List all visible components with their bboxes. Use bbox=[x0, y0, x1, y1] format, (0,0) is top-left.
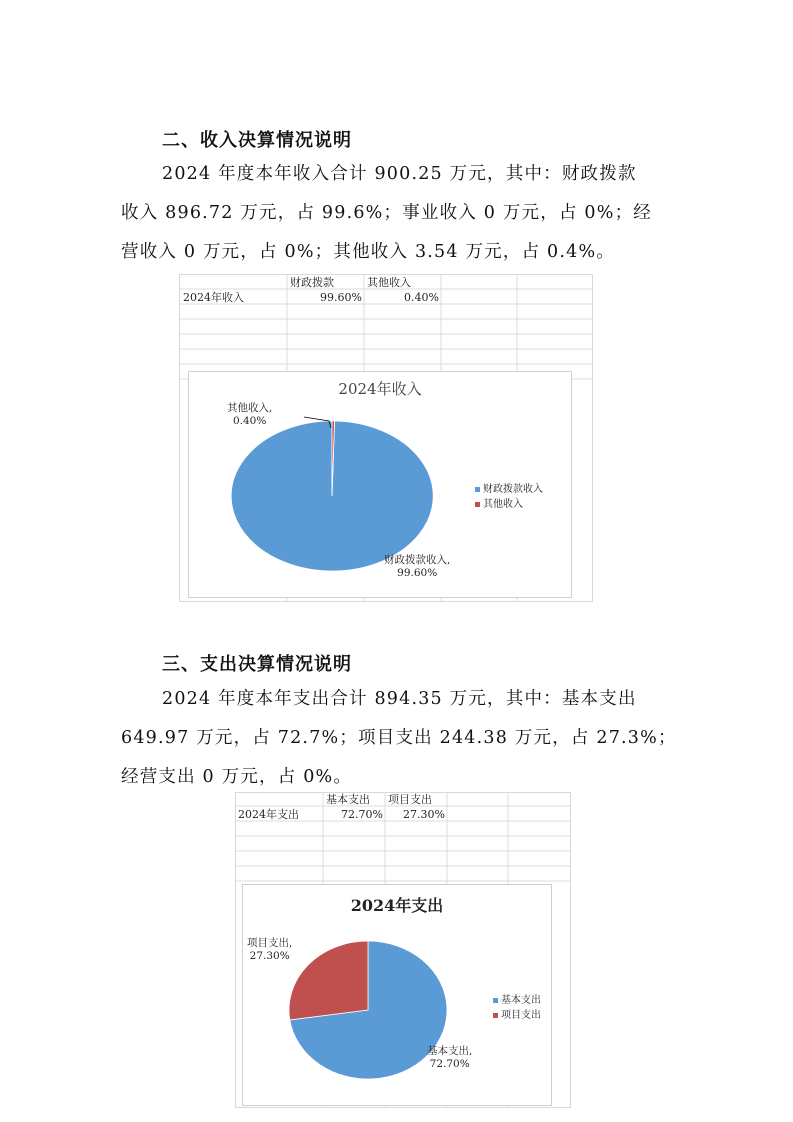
chart-legend bbox=[475, 482, 543, 512]
data-label-qita: 其他收入, 0.40% bbox=[227, 402, 273, 427]
section-heading-expense: 三、支出决算情况说明 bbox=[162, 654, 352, 675]
paragraph-line: 收入 896.72 万元，占 99.6%；事业收入 0 万元，占 0%；经 bbox=[121, 203, 652, 223]
legend-swatch bbox=[493, 1013, 498, 1018]
data-label-caizheng: 财政拨款收入, 99.60% bbox=[384, 554, 451, 579]
table-value-cell: 99.60% bbox=[320, 291, 362, 304]
paragraph-line: 2024 年度本年收入合计 900.25 万元，其中：财政拨款 bbox=[162, 164, 637, 184]
legend-swatch bbox=[475, 502, 480, 507]
legend-swatch bbox=[493, 998, 498, 1003]
income-pie-chart bbox=[188, 371, 572, 598]
legend-item: 财政拨款收入 bbox=[475, 482, 543, 497]
income-paragraph bbox=[121, 155, 673, 272]
chart-title: 2024年收入 bbox=[338, 380, 422, 398]
chart-legend bbox=[493, 993, 541, 1023]
table-value-cell: 0.40% bbox=[404, 291, 439, 304]
table-header-cell: 项目支出 bbox=[388, 793, 432, 806]
table-header-cell: 财政拨款 bbox=[290, 276, 334, 289]
table-header-cell: 基本支出 bbox=[326, 793, 370, 806]
chart-title: 2024年支出 bbox=[350, 896, 444, 915]
paragraph-line: 经营支出 0 万元，占 0%。 bbox=[121, 767, 353, 787]
table-value-cell: 27.30% bbox=[403, 808, 445, 821]
section-heading-income: 二、收入决算情况说明 bbox=[162, 130, 352, 151]
paragraph-line: 营收入 0 万元，占 0%；其他收入 3.54 万元，占 0.4%。 bbox=[121, 242, 615, 262]
data-label-xiangmu: 项目支出, 27.30% bbox=[247, 937, 293, 962]
income-spreadsheet bbox=[179, 274, 593, 602]
expense-paragraph bbox=[121, 680, 677, 797]
legend-item: 基本支出 bbox=[493, 993, 541, 1008]
legend-item: 其他收入 bbox=[475, 497, 543, 512]
table-value-cell: 72.70% bbox=[341, 808, 383, 821]
pie-slice-xiangmu bbox=[289, 941, 368, 1020]
legend-item: 项目支出 bbox=[493, 1008, 541, 1023]
paragraph-line: 2024 年度本年支出合计 894.35 万元，其中：基本支出 bbox=[162, 689, 637, 709]
expense-spreadsheet bbox=[235, 792, 571, 1108]
table-row-label: 2024年支出 bbox=[238, 808, 299, 821]
legend-swatch bbox=[475, 487, 480, 492]
paragraph-line: 649.97 万元，占 72.7%；项目支出 244.38 万元，占 27.3%； bbox=[121, 728, 677, 748]
data-label-jiben: 基本支出, 72.70% bbox=[427, 1045, 473, 1070]
expense-pie-chart bbox=[242, 884, 552, 1106]
table-header-cell: 其他收入 bbox=[367, 276, 411, 289]
table-row-label: 2024年收入 bbox=[183, 291, 244, 304]
